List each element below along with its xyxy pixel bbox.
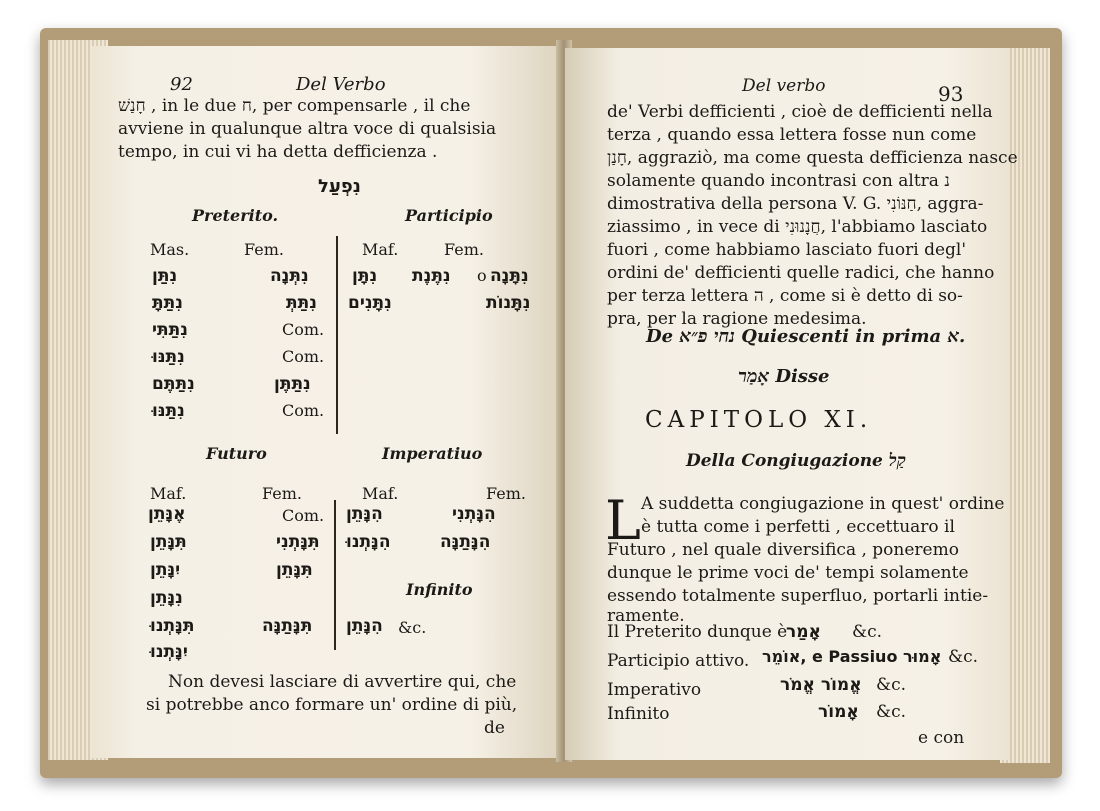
form-label: Imperativo — [607, 680, 702, 700]
futuro-mas-form: תִּנָּתְנוּ — [150, 616, 195, 636]
futuro-col-fem: Fem. — [262, 484, 302, 503]
form-hebrew: אָמַר — [786, 622, 821, 642]
futuro-fem-form: Com. — [282, 506, 325, 525]
column-divider — [336, 236, 338, 434]
participio-or: o — [477, 266, 487, 285]
imperativo-title: Imperatiuo — [382, 444, 483, 463]
participio-mas-form: נִתָּן — [352, 266, 378, 286]
form-label: Participio attivo. — [607, 651, 750, 671]
futuro-mas-form: יִנָּתֵן — [150, 560, 181, 580]
disse-heading: אָמַר Disse — [738, 366, 830, 387]
preterito-col-mas: Mas. — [150, 240, 190, 259]
preterito-fem-form: Com. — [282, 320, 325, 339]
intro-line: tempo, in cui vi ha detta defficienza . — [118, 142, 438, 162]
preterito-fem-form: נִתַּתֶּן — [274, 374, 311, 394]
preterito-mas-form: נִתַּתָּ — [152, 293, 183, 313]
form-etc: &c. — [948, 647, 979, 667]
participio-mas-plural: נִתָּנִים — [348, 293, 392, 313]
intro-line: avviene in qualunque altra voce di qualsisia — [118, 119, 497, 139]
section-hebrew-heading: נִפְעַל — [318, 176, 361, 197]
catchword: de — [484, 718, 505, 738]
futuro-mas-form: אֶנָּתֵן — [148, 504, 186, 524]
preterito-fem-form: Com. — [282, 347, 325, 366]
participio-col-fem: Fem. — [444, 240, 484, 259]
page-number: 92 — [170, 74, 193, 95]
body-line: ordini de' defficienti quelle radici, che hanno — [607, 263, 995, 283]
preterito-mas-form: נִתַּתִּי — [152, 320, 188, 340]
futuro-fem-form: תִּנָּתְנִי — [276, 532, 320, 552]
intro-line: חָנַשׁ , in le due ח, per compensarle , il che — [118, 96, 471, 116]
column-divider — [334, 500, 336, 650]
participio-alt-form: נִתָּנָה — [490, 266, 529, 286]
futuro-mas-form: תִּנָּתֵן — [150, 532, 187, 552]
paragraph-line: è tutta come i perfetti , eccettuaro il — [641, 517, 955, 537]
form-label: Il Preterito dunque è — [607, 622, 788, 642]
imperativo-fem-plural: הִנָּתַנָּה — [440, 532, 491, 552]
form-hebrew: אוֹמֵר, e Passiuo אָמוּר — [762, 647, 942, 666]
body-line: de' Verbi defficienti , cioè de defficienti nella — [607, 102, 993, 122]
participio-fem-form: נִתֶּנֶת — [412, 266, 451, 286]
drop-cap: L — [605, 489, 641, 552]
form-etc: &c. — [852, 622, 883, 642]
form-etc: &c. — [876, 702, 907, 722]
body-line: dimostrativa della persona V. G. חַנּוֹנִי, aggra- — [607, 194, 984, 214]
form-etc: &c. — [876, 675, 907, 695]
form-label: Infinito — [607, 704, 670, 724]
participio-title: Participio — [405, 206, 493, 225]
closing-line: si potrebbe anco formare un' ordine di più, — [146, 695, 518, 715]
running-head: Del Verbo — [296, 74, 386, 95]
paragraph-line: dunque le prime voci de' tempi solamente — [607, 563, 969, 583]
preterito-mas-form: נִתַּן — [152, 266, 178, 286]
futuro-col-mas: Maf. — [150, 484, 187, 503]
body-line: ziassimo , in vece di חֲנָנוּנִי, l'abbiamo lasciato — [607, 217, 988, 237]
page-number: 93 — [938, 82, 964, 106]
body-line: חָנַן, aggraziò, ma come questa defficienza nasce — [607, 148, 1018, 168]
preterito-mas-form: נִתַּנּוּ — [152, 401, 185, 421]
conjugation-heading: Della Congiugazione קַל — [686, 451, 906, 471]
body-line: per terza lettera ה , come si è detto di so- — [607, 286, 963, 306]
form-hebrew: אֱמוֹר אֱמֹר — [780, 675, 862, 695]
imperativo-col-mas: Maf. — [362, 484, 399, 503]
paragraph-line: ramente. — [607, 606, 685, 626]
futuro-mas-form: נִנָּתֵן — [150, 588, 183, 608]
quiescenti-heading: De נחי פ״א Quiescenti in prima א. — [646, 326, 966, 347]
paragraph-line: essendo totalmente superfluo, portarli intie- — [607, 586, 989, 606]
preterito-col-fem: Fem. — [244, 240, 284, 259]
preterito-fem-form: Com. — [282, 401, 325, 420]
body-line: solamente quando incontrasi con altra נ — [607, 171, 950, 191]
closing-line: Non devesi lasciare di avvertire qui, che — [168, 672, 517, 692]
futuro-fem-form: תִּנָּתַנָּה — [262, 616, 313, 636]
running-head: Del verbo — [742, 76, 826, 96]
preterito-fem-form: נִתְּנָה — [270, 266, 309, 286]
imperativo-mas-plural: הִנָּתְנוּ — [346, 532, 391, 552]
body-line: pra, per la ragione medesima. — [607, 309, 867, 329]
imperativo-mas-form: הִנָּתֵן — [346, 504, 383, 524]
imperativo-fem-form: הִנָּתְנִי — [452, 504, 496, 524]
participio-fem-plural: נִתָּנוֹת — [486, 293, 531, 313]
paragraph-line: A suddetta congiugazione in quest' ordine — [641, 494, 1005, 514]
body-line: fuori , come habbiamo lasciato fuori degl' — [607, 240, 967, 260]
form-hebrew: אָמוֹר — [818, 702, 859, 722]
chapter-title: CAPITOLO XI. — [645, 407, 873, 433]
catchword: e con — [918, 728, 965, 748]
participio-col-mas: Maf. — [362, 240, 399, 259]
preterito-fem-form: נִתַּתְּ — [286, 293, 317, 313]
body-line: terza , quando essa lettera fosse nun come — [607, 125, 977, 145]
futuro-mas-form: יִנָּתְנוּ — [150, 642, 188, 662]
preterito-mas-form: נִתַּנּוּ — [152, 347, 185, 367]
infinito-form: הִנָּתֵן — [346, 616, 383, 636]
futuro-title: Futuro — [206, 444, 267, 463]
preterito-mas-form: נִתַּתֶּם — [152, 374, 195, 394]
preterito-title: Preterito. — [192, 206, 279, 225]
imperativo-col-fem: Fem. — [486, 484, 526, 503]
infinito-title: Infinito — [406, 580, 473, 599]
infinito-etc: &c. — [398, 618, 427, 637]
futuro-fem-form: תִּנָּתֵן — [276, 560, 313, 580]
paragraph-line: Futuro , nel quale diversifica , poneremo — [607, 540, 959, 560]
